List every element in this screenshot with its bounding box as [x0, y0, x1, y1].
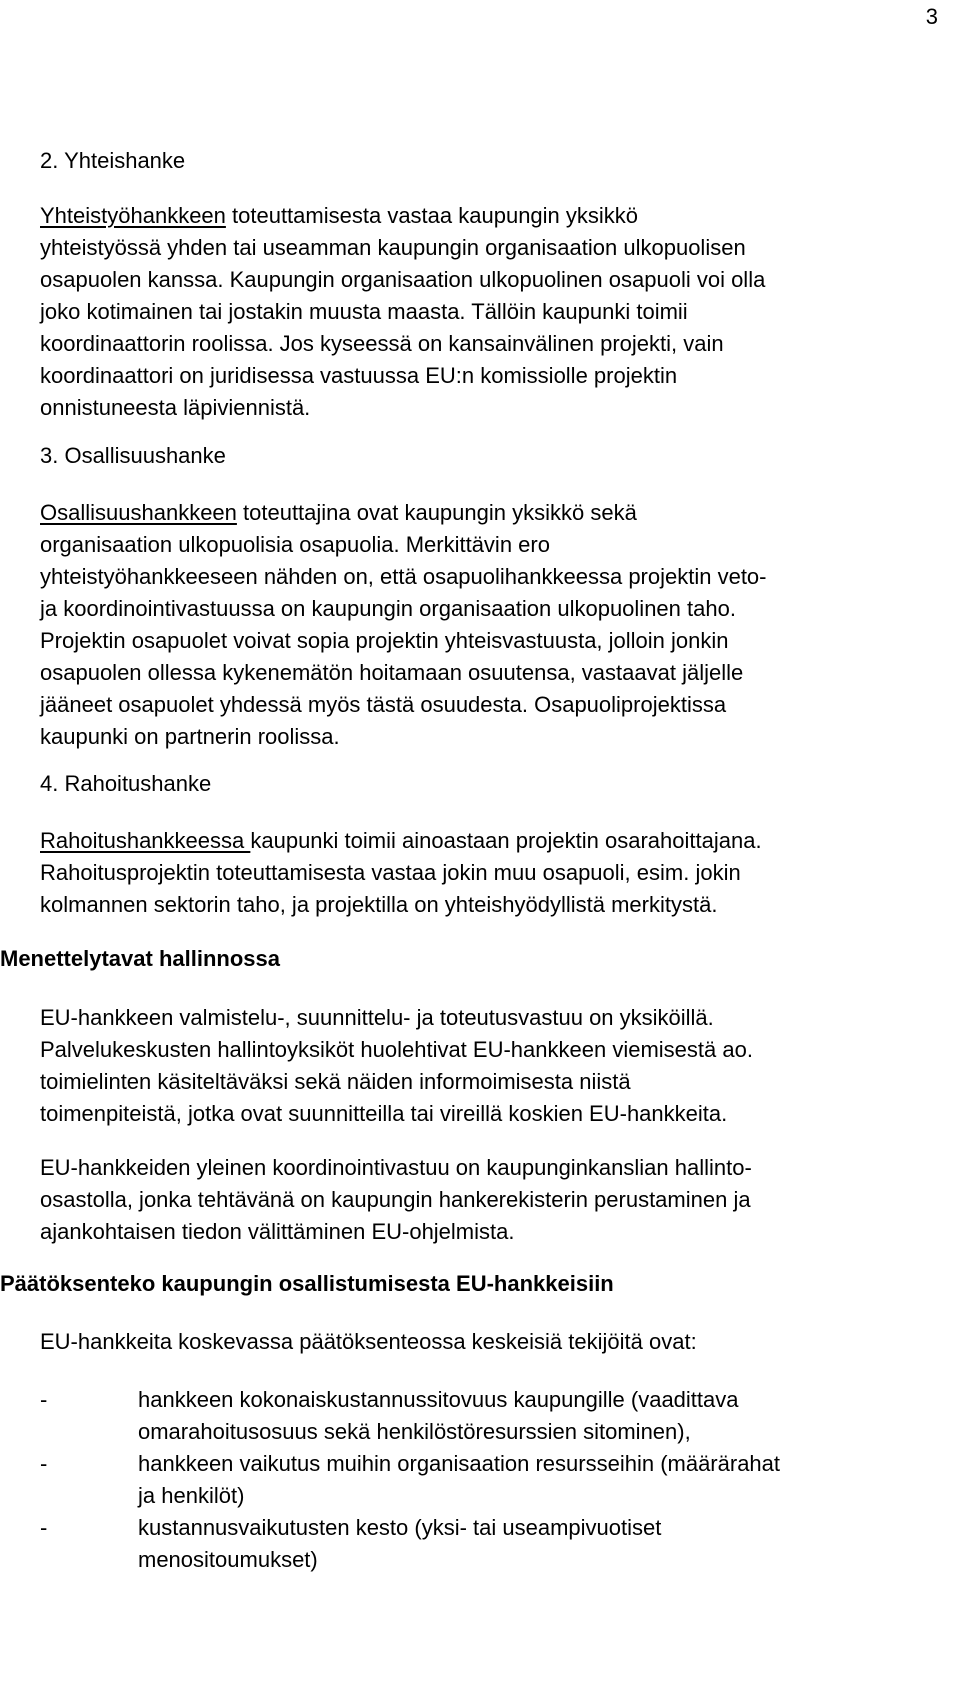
underlined-term: Yhteistyöhankkeen [40, 203, 226, 228]
paragraph-yhteishanke [40, 200, 940, 424]
paragraph-line: toimielinten käsiteltäväksi sekä näiden informoimisesta niistä [40, 1069, 631, 1094]
underlined-term: Osallisuushankkeen [40, 500, 237, 525]
list-item-line: ja henkilöt) [138, 1483, 245, 1508]
paragraph-line: osastolla, jonka tehtävänä on kaupungin hankerekisterin perustaminen ja [40, 1187, 751, 1212]
paragraph-line: onnistuneesta läpiviennistä. [40, 395, 311, 420]
paragraph-menettelytavat-2 [40, 1152, 940, 1248]
paragraph-rahoitushanke [40, 825, 940, 921]
paragraph-line: Rahoitusprojektin toteuttamisesta vastaa jokin muu osapuoli, esim. jokin [40, 860, 741, 885]
list-dash: - [40, 1451, 48, 1476]
list-item-line: kustannusvaikutusten kesto (yksi- tai useampivuotiset [138, 1515, 662, 1540]
paragraph-line: Rahoitushankkeessa kaupunki toimii ainoastaan projektin osarahoittajana. [40, 828, 762, 853]
list-dash: - [40, 1387, 48, 1412]
paragraph-osallisuushanke [40, 497, 940, 753]
paragraph-line: joko kotimainen tai jostakin muusta maasta. Tällöin kaupunki toimii [40, 299, 688, 324]
section-heading-paatoksenteko: Päätöksenteko kaupungin osallistumisesta EU-hankkeisiin [0, 1271, 614, 1296]
paragraph-line: Osallisuushankkeen toteuttajina ovat kaupungin yksikkö sekä [40, 500, 637, 525]
paragraph-line: kaupunki on partnerin roolissa. [40, 724, 340, 749]
paragraph-menettelytavat-1 [40, 1002, 940, 1130]
paragraph-line: osapuolen ollessa kykenemätön hoitamaan osuutensa, vastaavat jäljelle [40, 660, 744, 685]
paragraph-line: EU-hankkeen valmistelu-, suunnittelu- ja toteutusvastuu on yksiköillä. [40, 1005, 714, 1030]
paragraph-line: ja koordinointivastuussa on kaupungin organisaation ulkopuolinen taho. [40, 596, 736, 621]
paragraph-line: Yhteistyöhankkeen toteuttamisesta vastaa kaupungin yksikkö [40, 203, 639, 228]
paragraph-line: kolmannen sektorin taho, ja projektilla on yhteishyödyllistä merkitystä. [40, 892, 718, 917]
paragraph-line: EU-hankkeiden yleinen koordinointivastuu on kaupunginkanslian hallinto- [40, 1155, 752, 1180]
paragraph-line: toimenpiteistä, jotka ovat suunnitteilla tai vireillä koskien EU-hankkeita. [40, 1101, 728, 1126]
paragraph-line: jääneet osapuolet yhdessä myös tästä osuudesta. Osapuoliprojektissa [40, 692, 727, 717]
underlined-term: Rahoitushankkeessa [40, 828, 251, 853]
paragraph-line: Palvelukeskusten hallintoyksiköt huolehtivat EU-hankkeen viemisestä ao. [40, 1037, 753, 1062]
list-dash: - [40, 1515, 48, 1540]
page-number: 3 [925, 4, 938, 29]
list-item-line: omarahoitusosuus sekä henkilöstöresurssien sitominen), [138, 1419, 691, 1444]
section-heading-osallisuushanke: 3. Osallisuushanke [40, 443, 226, 468]
paragraph-paatoksenteko-intro: EU-hankkeita koskevassa päätöksenteossa keskeisiä tekijöitä ovat: [40, 1329, 697, 1354]
section-heading-yhteishanke: 2. Yhteishanke [40, 148, 186, 173]
section-heading-menettelytavat: Menettelytavat hallinnossa [0, 946, 280, 971]
paragraph-line: koordinaattorin roolissa. Jos kyseessä on kansainvälinen projekti, vain [40, 331, 724, 356]
list-item-line: hankkeen kokonaiskustannussitovuus kaupungille (vaadittava [138, 1387, 739, 1412]
paragraph-line: koordinaattori on juridisessa vastuussa EU:n komissiolle projektin [40, 363, 678, 388]
paragraph-line: ajankohtaisen tiedon välittäminen EU-ohjelmista. [40, 1219, 515, 1244]
paragraph-line: osapuolen kanssa. Kaupungin organisaation ulkopuolinen osapuoli voi olla [40, 267, 766, 292]
paragraph-line: yhteistyöhankkeeseen nähden on, että osapuolihankkeessa projektin veto- [40, 564, 767, 589]
section-heading-rahoitushanke: 4. Rahoitushanke [40, 771, 212, 796]
paragraph-line: yhteistyössä yhden tai useamman kaupungin organisaation ulkopuolisen [40, 235, 746, 260]
list-item-line: hankkeen vaikutus muihin organisaation resursseihin (määrärahat [138, 1451, 781, 1476]
list-item-line: menositoumukset) [138, 1547, 318, 1572]
paragraph-line: organisaation ulkopuolisia osapuolia. Merkittävin ero [40, 532, 550, 557]
paragraph-line: Projektin osapuolet voivat sopia projektin yhteisvastuusta, jolloin jonkin [40, 628, 729, 653]
